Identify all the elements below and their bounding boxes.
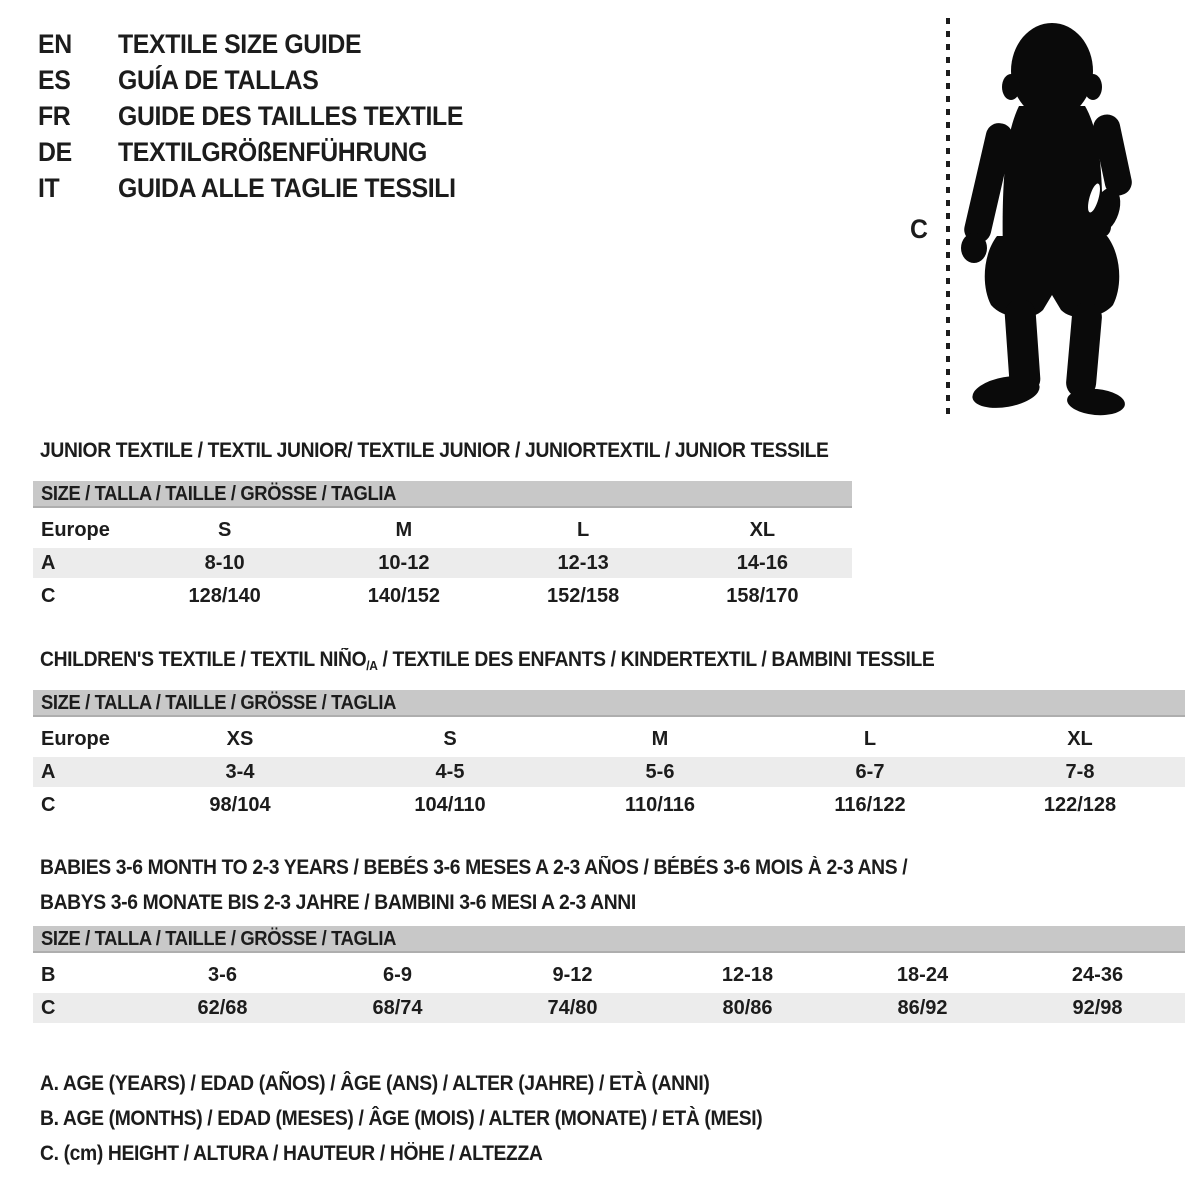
- row-label: C: [41, 794, 56, 816]
- table-row: [33, 757, 1185, 787]
- table-cell: L: [863, 728, 877, 750]
- table-cell: S: [217, 519, 232, 541]
- size-header-text: SIZE / TALLA / TAILLE / GRÖSSE / TAGLIA: [41, 483, 397, 505]
- table-cell: 110/116: [624, 794, 696, 816]
- table-cell: XL: [1067, 728, 1093, 750]
- table-cell: 8-10: [204, 552, 245, 574]
- section-title-babies: [40, 850, 983, 920]
- table-row: [33, 993, 1185, 1023]
- size-header-text: SIZE / TALLA / TAILLE / GRÖSSE / TAGLIA: [41, 928, 397, 950]
- table-cell: 3-4: [225, 761, 255, 783]
- footnote-text: C. (cm) HEIGHT / ALTURA / HAUTEUR / HÖHE / ALTEZZA: [40, 1142, 543, 1165]
- table-row: [33, 515, 852, 545]
- footnote-line: [40, 1101, 825, 1136]
- table-cell: 80/86: [722, 997, 773, 1019]
- section-title-babies-line2: BABYS 3-6 MONATE BIS 2-3 JAHRE / BAMBINI 3-6 MESI A 2-3 ANNI: [40, 891, 636, 914]
- table-cell: 98/104: [209, 794, 271, 816]
- height-measure-label: C: [910, 214, 928, 244]
- table-cell: 86/92: [897, 997, 948, 1019]
- table-cell: 4-5: [435, 761, 465, 783]
- language-row: [38, 98, 493, 134]
- footnote-line: [40, 1066, 825, 1101]
- row-label: Europe: [41, 728, 110, 750]
- language-row: [38, 62, 493, 98]
- table-cell: 62/68: [197, 997, 248, 1019]
- table-cell: L: [577, 519, 590, 541]
- footnotes: [40, 1066, 825, 1171]
- table-cell: 158/170: [726, 585, 799, 607]
- section-title-children-text: CHILDREN'S TEXTILE / TEXTIL NIÑO/A / TEXTILE DES ENFANTS / KINDERTEXTIL / BAMBINI TESSILE: [40, 648, 935, 673]
- section-title-children: [40, 642, 1012, 683]
- size-header-text: SIZE / TALLA / TAILLE / GRÖSSE / TAGLIA: [41, 692, 397, 714]
- language-code: IT: [38, 172, 60, 203]
- row-label: B: [41, 964, 56, 986]
- language-row: [38, 170, 493, 206]
- row-label: A: [41, 761, 56, 783]
- language-title: TEXTILE SIZE GUIDE: [118, 28, 362, 59]
- toddler-silhouette-svg: [957, 14, 1147, 418]
- table-cell: 12-13: [557, 552, 609, 574]
- table-cell: 18-24: [896, 964, 949, 986]
- footnote-text: A. AGE (YEARS) / EDAD (AÑOS) / ÂGE (ANS) / ALTER (JAHRE) / ETÀ (ANNI): [40, 1072, 710, 1095]
- language-row: [38, 26, 493, 62]
- language-row: [38, 134, 493, 170]
- table-cell: 122/128: [1043, 794, 1117, 816]
- row-label: Europe: [41, 519, 110, 541]
- table-cell: 9-12: [552, 964, 593, 986]
- table-cell: 152/158: [546, 585, 620, 607]
- language-code: FR: [38, 100, 71, 131]
- table-cell: XS: [226, 728, 254, 750]
- section-title-junior-text: JUNIOR TEXTILE / TEXTIL JUNIOR/ TEXTILE JUNIOR / JUNIORTEXTIL / JUNIOR TESSILE: [40, 439, 829, 462]
- table-cell: 68/74: [372, 997, 423, 1019]
- table-cell: 104/110: [414, 794, 486, 816]
- table-cell: 74/80: [547, 997, 598, 1019]
- table-cell: S: [443, 728, 457, 750]
- language-code: DE: [38, 136, 72, 167]
- language-code: ES: [38, 64, 71, 95]
- language-list: [38, 26, 493, 206]
- footnote-text: B. AGE (MONTHS) / EDAD (MESES) / ÂGE (MOIS) / ALTER (MONATE) / ETÀ (MESI): [40, 1107, 763, 1130]
- size-header-bar: [33, 690, 1185, 717]
- size-header-bar: [33, 481, 852, 508]
- children-size-table: [33, 690, 1185, 823]
- table-row: [33, 790, 1185, 820]
- table-cell: 128/140: [188, 585, 261, 607]
- table-cell: 24-36: [1071, 964, 1124, 986]
- table-cell: 10-12: [378, 552, 430, 574]
- table-cell: 14-16: [736, 552, 788, 574]
- table-row: [33, 548, 852, 578]
- language-code: EN: [38, 28, 72, 59]
- row-label: C: [41, 585, 56, 607]
- table-row: [33, 724, 1185, 754]
- table-cell: 140/152: [367, 585, 441, 607]
- junior-size-table: [33, 481, 852, 614]
- table-row: [33, 960, 1185, 990]
- table-cell: 3-6: [208, 964, 237, 986]
- table-cell: M: [395, 519, 413, 541]
- table-cell: M: [651, 728, 669, 750]
- table-cell: 92/98: [1072, 997, 1123, 1019]
- language-title: TEXTILGRÖßENFÜHRUNG: [118, 136, 428, 167]
- row-label: C: [41, 997, 56, 1019]
- table-row: [33, 581, 852, 611]
- table-cell: 116/122: [834, 794, 906, 816]
- language-title: GUIDE DES TAILLES TEXTILE: [118, 100, 464, 131]
- section-title-junior: [40, 433, 897, 468]
- size-header-bar: [33, 926, 1185, 953]
- language-title: GUIDA ALLE TAGLIE TESSILI: [118, 172, 456, 203]
- nino-a-subscript: /A: [366, 658, 378, 673]
- language-title: GUÍA DE TALLAS: [118, 64, 319, 95]
- toddler-silhouette-image: [957, 14, 1147, 418]
- footnote-line: [40, 1136, 825, 1171]
- table-cell: 5-6: [645, 761, 675, 783]
- babies-size-table: [33, 926, 1185, 1026]
- height-measure-dashed-line: [946, 18, 950, 415]
- row-label: A: [41, 552, 56, 574]
- table-cell: 12-18: [721, 964, 774, 986]
- table-cell: XL: [749, 519, 776, 541]
- table-cell: 6-9: [383, 964, 412, 986]
- table-cell: 6-7: [855, 761, 885, 783]
- section-title-babies-line1: BABIES 3-6 MONTH TO 2-3 YEARS / BEBÉS 3-6 MESES A 2-3 AÑOS / BÉBÉS 3-6 MOIS À 2-3 ANS /: [40, 856, 908, 879]
- table-cell: 7-8: [1065, 761, 1095, 783]
